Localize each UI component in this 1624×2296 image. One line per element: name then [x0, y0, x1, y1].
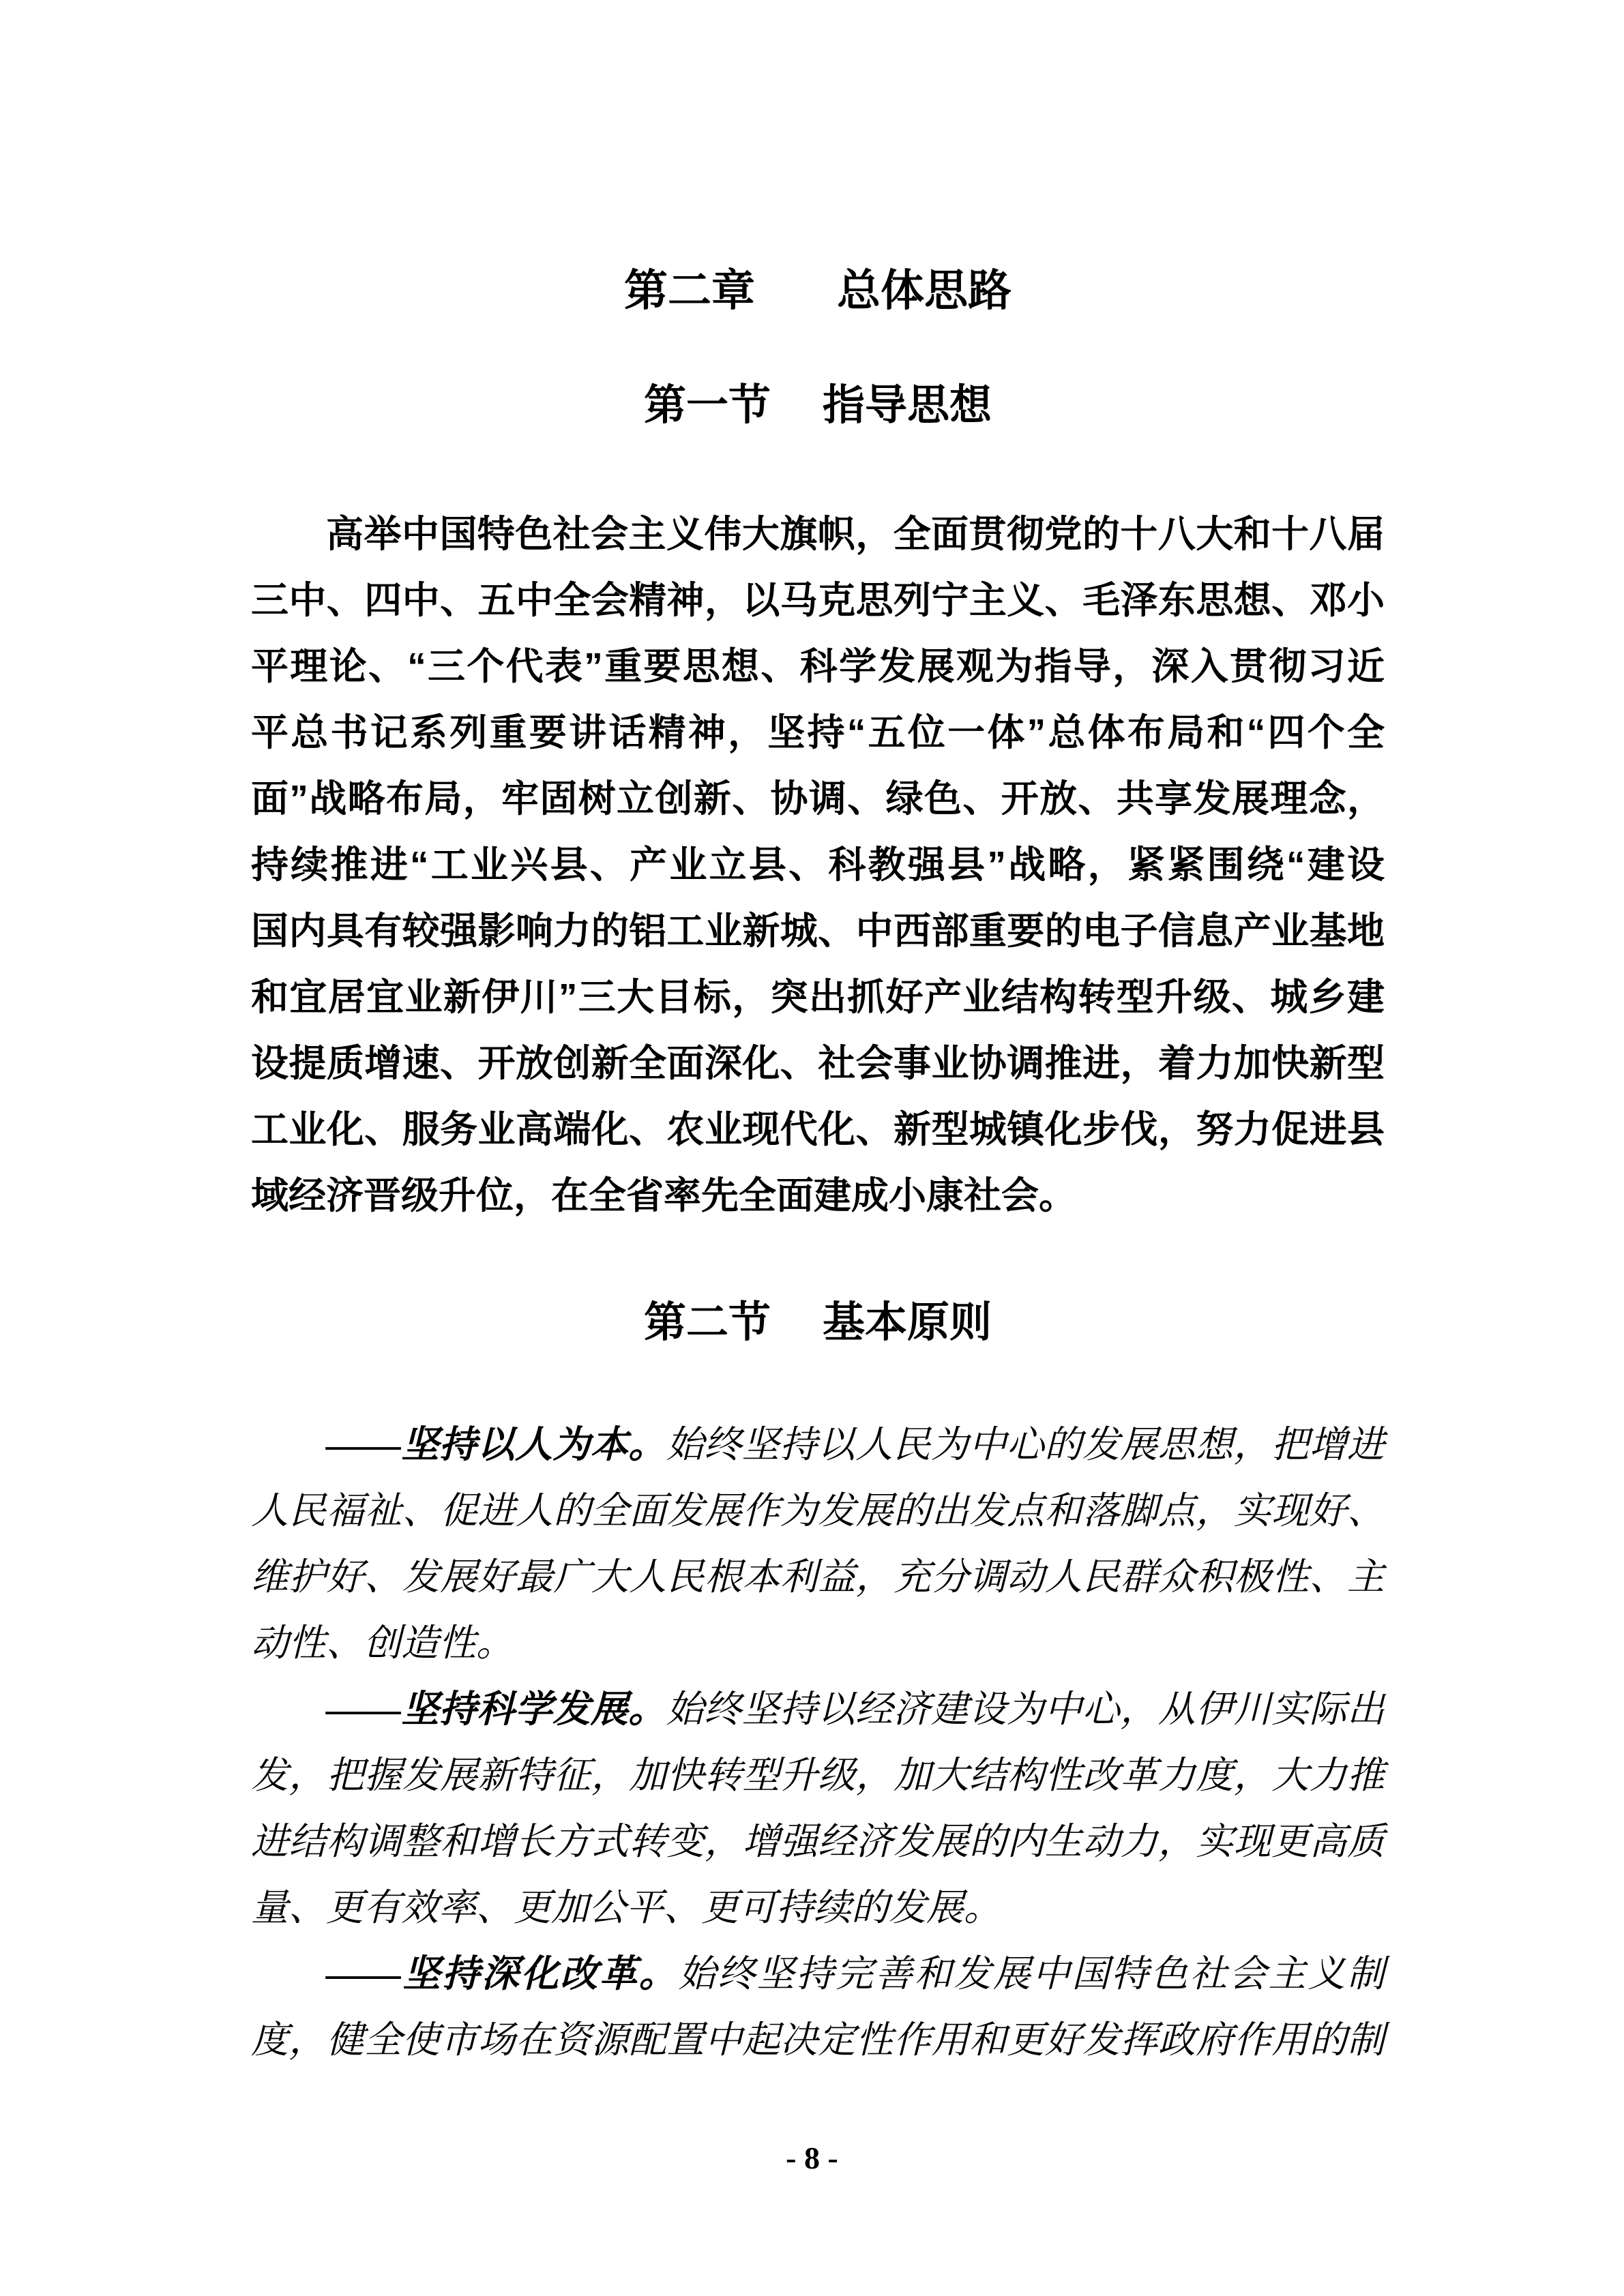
text-line: 动性、创造性。 — [251, 1622, 514, 1664]
page-number: - 8 - — [786, 2141, 838, 2175]
principle-paragraph-scientific-development — [251, 1676, 1385, 1941]
text-line: 度，健全使市场在资源配置中起决定性作用和更好发挥政府作用的制 — [251, 2019, 1385, 2061]
section-2-title: 基本原则 — [823, 1299, 992, 1346]
principle-text: 始终坚持完善和发展中国特色社会主义制 — [678, 1953, 1385, 1995]
text-line: 工业化、服务业高端化、农业现代化、新型城镇化步伐，努力促进县 — [251, 1108, 1385, 1150]
text-line — [251, 1941, 1385, 2007]
principle-lead: ——坚持以人为本。 — [326, 1424, 666, 1465]
page-footer — [0, 2141, 1624, 2175]
section-2-heading — [251, 1299, 1385, 1347]
text-line: 国内具有较强影响力的铝工业新城、中西部重要的电子信息产业基地 — [251, 910, 1385, 952]
text-line — [251, 1412, 1385, 1478]
text-line: 面”战略布局，牢固树立创新、协调、绿色、开放、共享发展理念， — [251, 777, 1385, 820]
section-2-label: 第二节 — [643, 1299, 771, 1346]
text-line — [251, 1676, 1385, 1742]
principle-lead: ——坚持深化改革。 — [326, 1953, 679, 1995]
section-1-title: 指导思想 — [823, 382, 992, 429]
text-line: 进结构调整和增长方式转变，增强经济发展的内生动力，实现更高质 — [251, 1821, 1385, 1862]
text-line: 高举中国特色社会主义伟大旗帜，全面贯彻党的十八大和十八届 — [326, 513, 1385, 555]
chapter-label: 第二章 — [624, 266, 755, 315]
chapter-title: 总体思路 — [837, 266, 1012, 315]
text-line: 维护好、发展好最广大人民根本利益，充分调动人民群众积极性、主 — [251, 1556, 1385, 1598]
text-block — [251, 0, 1385, 2073]
principle-text: 始终坚持以经济建设为中心，从伊川实际出 — [666, 1688, 1385, 1730]
text-line: 持续推进“工业兴县、产业立县、科教强县”战略，紧紧围绕“建设 — [251, 844, 1385, 886]
text-line: 域经济晋级升位，在全省率先全面建成小康社会。 — [251, 1174, 1077, 1217]
text-line: 平总书记系列重要讲话精神，坚持“五位一体”总体布局和“四个全 — [251, 711, 1385, 754]
text-line: 平理论、“三个代表”重要思想、科学发展观为指导，深入贯彻习近 — [251, 645, 1385, 687]
principle-lead: ——坚持科学发展。 — [326, 1688, 666, 1730]
principle-text: 始终坚持以人民为中心的发展思想，把增进 — [666, 1424, 1385, 1465]
text-line: 和宜居宜业新伊川”三大目标，突出抓好产业结构转型升级、城乡建 — [251, 976, 1385, 1018]
chapter-heading — [251, 266, 1385, 315]
section-1-heading — [251, 382, 1385, 430]
text-line: 设提质增速、开放创新全面深化、社会事业协调推进，着力加快新型 — [251, 1042, 1385, 1084]
text-line: 量、更有效率、更加公平、更可持续的发展。 — [251, 1887, 1002, 1928]
principle-paragraph-deepening-reform — [251, 1941, 1385, 2073]
guiding-ideology-paragraph — [251, 501, 1385, 1229]
principle-paragraph-people-first — [251, 1412, 1385, 1676]
text-line: 发，把握发展新特征，加快转型升级，加大结构性改革力度，大力推 — [251, 1755, 1385, 1796]
text-line: 三中、四中、五中全会精神，以马克思列宁主义、毛泽东思想、邓小 — [251, 579, 1385, 621]
section-1-label: 第一节 — [643, 382, 771, 429]
text-line: 人民福祉、促进人的全面发展作为发展的出发点和落脚点，实现好、 — [251, 1490, 1385, 1532]
